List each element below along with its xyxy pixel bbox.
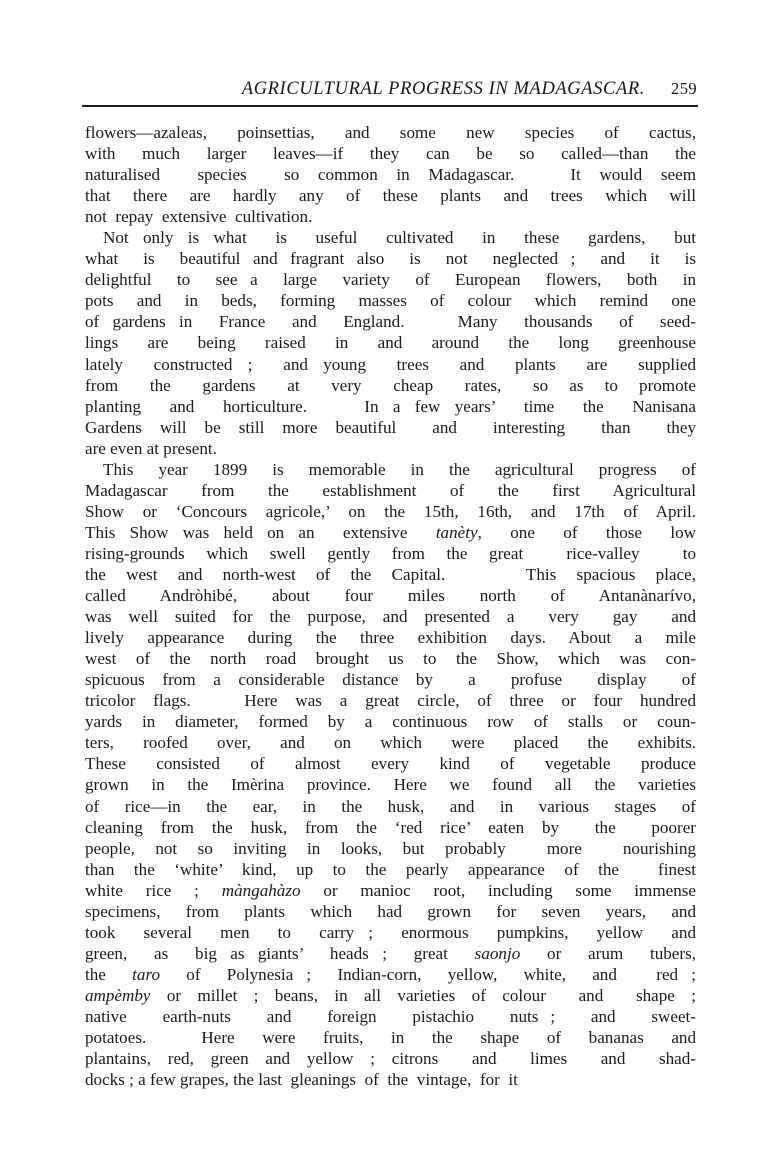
page-number: 259 bbox=[671, 79, 697, 98]
text-line bbox=[85, 711, 696, 732]
text-run: the west and north-west of the Capital. This spacious place, bbox=[85, 564, 696, 584]
para-show bbox=[85, 459, 696, 1090]
text-run: grown in the Imèrina province. Here we found all the varieties bbox=[85, 775, 696, 795]
body-text bbox=[85, 122, 696, 1090]
text-line bbox=[85, 122, 696, 143]
text-line bbox=[85, 417, 696, 438]
italic-term: màngahàzo bbox=[221, 880, 301, 900]
text-line bbox=[85, 669, 696, 690]
text-run: took several men to carry ; enormous pumpkins, yellow and bbox=[85, 922, 696, 942]
text-run: rising-grounds which swell gently from the great rice-valley to bbox=[85, 543, 696, 563]
text-line bbox=[85, 311, 696, 332]
text-run: white rice ; bbox=[85, 880, 222, 900]
text-run: what is beautiful and fragrant also is not neglected ; and it is bbox=[85, 249, 696, 269]
text-line bbox=[85, 1006, 696, 1027]
text-run: or millet ; beans, in all varieties of colour and shape ; bbox=[150, 985, 696, 1005]
text-line bbox=[85, 964, 696, 985]
text-run: Madagascar from the establishment of the first Agricultural bbox=[85, 480, 696, 500]
text-line bbox=[85, 774, 696, 795]
page-header bbox=[82, 68, 697, 100]
italic-term: ampèmby bbox=[85, 985, 151, 1005]
text-run: delightful to see a large variety of European flowers, both in bbox=[85, 270, 696, 290]
text-run: or manioc root, including some immense bbox=[300, 880, 696, 900]
para-flowers bbox=[85, 122, 696, 227]
text-run: yards in diameter, formed by a continuous row of stalls or coun- bbox=[85, 712, 696, 732]
text-run: or arum tubers, bbox=[520, 943, 696, 963]
text-line bbox=[85, 227, 696, 248]
text-line bbox=[85, 901, 696, 922]
text-run: naturalised species so common in Madagascar. It would seem bbox=[85, 165, 696, 185]
italic-term: taro bbox=[132, 964, 161, 984]
text-line bbox=[85, 753, 696, 774]
text-line bbox=[85, 459, 696, 480]
text-line bbox=[85, 164, 696, 185]
text-run: flowers—azaleas, poinsettias, and some new species of cactus, bbox=[85, 123, 696, 142]
text-line bbox=[85, 375, 696, 396]
text-run: This year 1899 is memorable in the agricultural progress of bbox=[103, 459, 696, 479]
text-run: lings are being raised in and around the long greenhouse bbox=[85, 333, 696, 353]
text-line bbox=[85, 690, 696, 711]
italic-term: saonjo bbox=[474, 943, 521, 963]
text-run: called Andròhibé, about four miles north of Antanànarívo, bbox=[85, 586, 696, 606]
text-run: are even at present. bbox=[85, 438, 217, 458]
text-line bbox=[85, 1027, 696, 1048]
text-run: tricolor flags. Here was a great circle, of three or four hundred bbox=[85, 691, 696, 711]
text-run: from the gardens at very cheap rates, so as to promote bbox=[85, 375, 696, 395]
text-run: , one of those low bbox=[477, 522, 696, 542]
text-line bbox=[85, 248, 696, 269]
text-run: Gardens will be still more beautiful and interesting than they bbox=[85, 417, 696, 437]
text-line bbox=[85, 796, 696, 817]
text-line bbox=[85, 648, 696, 669]
text-run: lively appearance during the three exhibition days. About a mile bbox=[85, 628, 696, 648]
text-line bbox=[85, 838, 696, 859]
header-rule bbox=[82, 105, 698, 107]
text-line bbox=[85, 880, 696, 901]
text-line bbox=[85, 943, 696, 964]
text-run: green, as big as giants’ heads ; great bbox=[85, 943, 475, 963]
text-line bbox=[85, 585, 696, 606]
text-run: specimens, from plants which had grown for seven years, and bbox=[85, 901, 696, 921]
text-line bbox=[85, 480, 696, 501]
text-line bbox=[85, 354, 696, 375]
text-run: lately constructed ; and young trees and plants are supplied bbox=[85, 354, 696, 374]
text-run: This Show was held on an extensive bbox=[85, 522, 436, 542]
text-run: of rice—in the ear, in the husk, and in various stages of bbox=[85, 796, 696, 816]
text-run: the bbox=[85, 964, 133, 984]
text-run: of Polynesia ; Indian-corn, yellow, white, and red ; bbox=[160, 964, 696, 984]
text-run: potatoes. Here were fruits, in the shape of bananas and bbox=[85, 1028, 696, 1048]
text-run: These consisted of almost every kind of vegetable produce bbox=[85, 754, 696, 774]
text-run: docks ; a few grapes, the last gleanings of the vintage, for it bbox=[85, 1070, 518, 1090]
italic-term: tanèty bbox=[435, 522, 478, 542]
text-line bbox=[85, 206, 696, 227]
para-gardens bbox=[85, 227, 696, 459]
text-run: native earth-nuts and foreign pistachio nuts ; and sweet- bbox=[85, 1006, 696, 1026]
text-line bbox=[85, 269, 696, 290]
text-line bbox=[85, 606, 696, 627]
text-run: with much larger leaves—if they can be so called—than the bbox=[85, 144, 696, 164]
text-line bbox=[85, 1048, 696, 1069]
text-run: cleaning from the husk, from the ‘red rice’ eaten by the poorer bbox=[85, 817, 696, 837]
text-line bbox=[85, 817, 696, 838]
text-line bbox=[85, 501, 696, 522]
text-run: of gardens in France and England. Many thousands of seed- bbox=[85, 312, 696, 332]
text-run: plantains, red, green and yellow ; citrons and limes and shad- bbox=[85, 1049, 696, 1069]
text-run: spicuous from a considerable distance by a profuse display of bbox=[85, 670, 696, 690]
text-run: ters, roofed over, and on which were placed the exhibits. bbox=[85, 733, 696, 753]
text-line bbox=[85, 564, 696, 585]
text-run: people, not so inviting in looks, but probably more nourishing bbox=[85, 838, 696, 858]
text-line bbox=[85, 185, 696, 206]
text-line bbox=[85, 985, 696, 1006]
text-line bbox=[85, 627, 696, 648]
text-line bbox=[85, 290, 696, 311]
text-run: that there are hardly any of these plants and trees which will bbox=[85, 186, 696, 206]
text-line bbox=[85, 438, 696, 459]
text-line bbox=[85, 332, 696, 353]
text-line bbox=[85, 396, 696, 417]
text-run: west of the north road brought us to the Show, which was con- bbox=[85, 649, 696, 669]
text-line bbox=[85, 543, 696, 564]
text-run: Show or ‘Concours agricole,’ on the 15th, 16th, and 17th of April. bbox=[85, 501, 696, 521]
text-run: Not only is what is useful cultivated in these gardens, but bbox=[103, 228, 696, 248]
text-run: planting and horticulture. In a few years’ time the Nanisana bbox=[85, 396, 696, 416]
text-line bbox=[85, 922, 696, 943]
text-run: was well suited for the purpose, and presented a very gay and bbox=[85, 607, 696, 627]
text-line bbox=[85, 732, 696, 753]
running-head: AGRICULTURAL PROGRESS IN MADAGASCAR. bbox=[241, 79, 645, 99]
text-run: pots and in beds, forming masses of colour which remind one bbox=[85, 291, 696, 311]
text-line bbox=[85, 859, 696, 880]
text-run: not repay extensive cultivation. bbox=[85, 207, 313, 227]
text-line bbox=[85, 1069, 696, 1090]
text-line bbox=[85, 143, 696, 164]
text-run: than the ‘white’ kind, up to the pearly appearance of the finest bbox=[85, 859, 696, 879]
text-line bbox=[85, 522, 696, 543]
